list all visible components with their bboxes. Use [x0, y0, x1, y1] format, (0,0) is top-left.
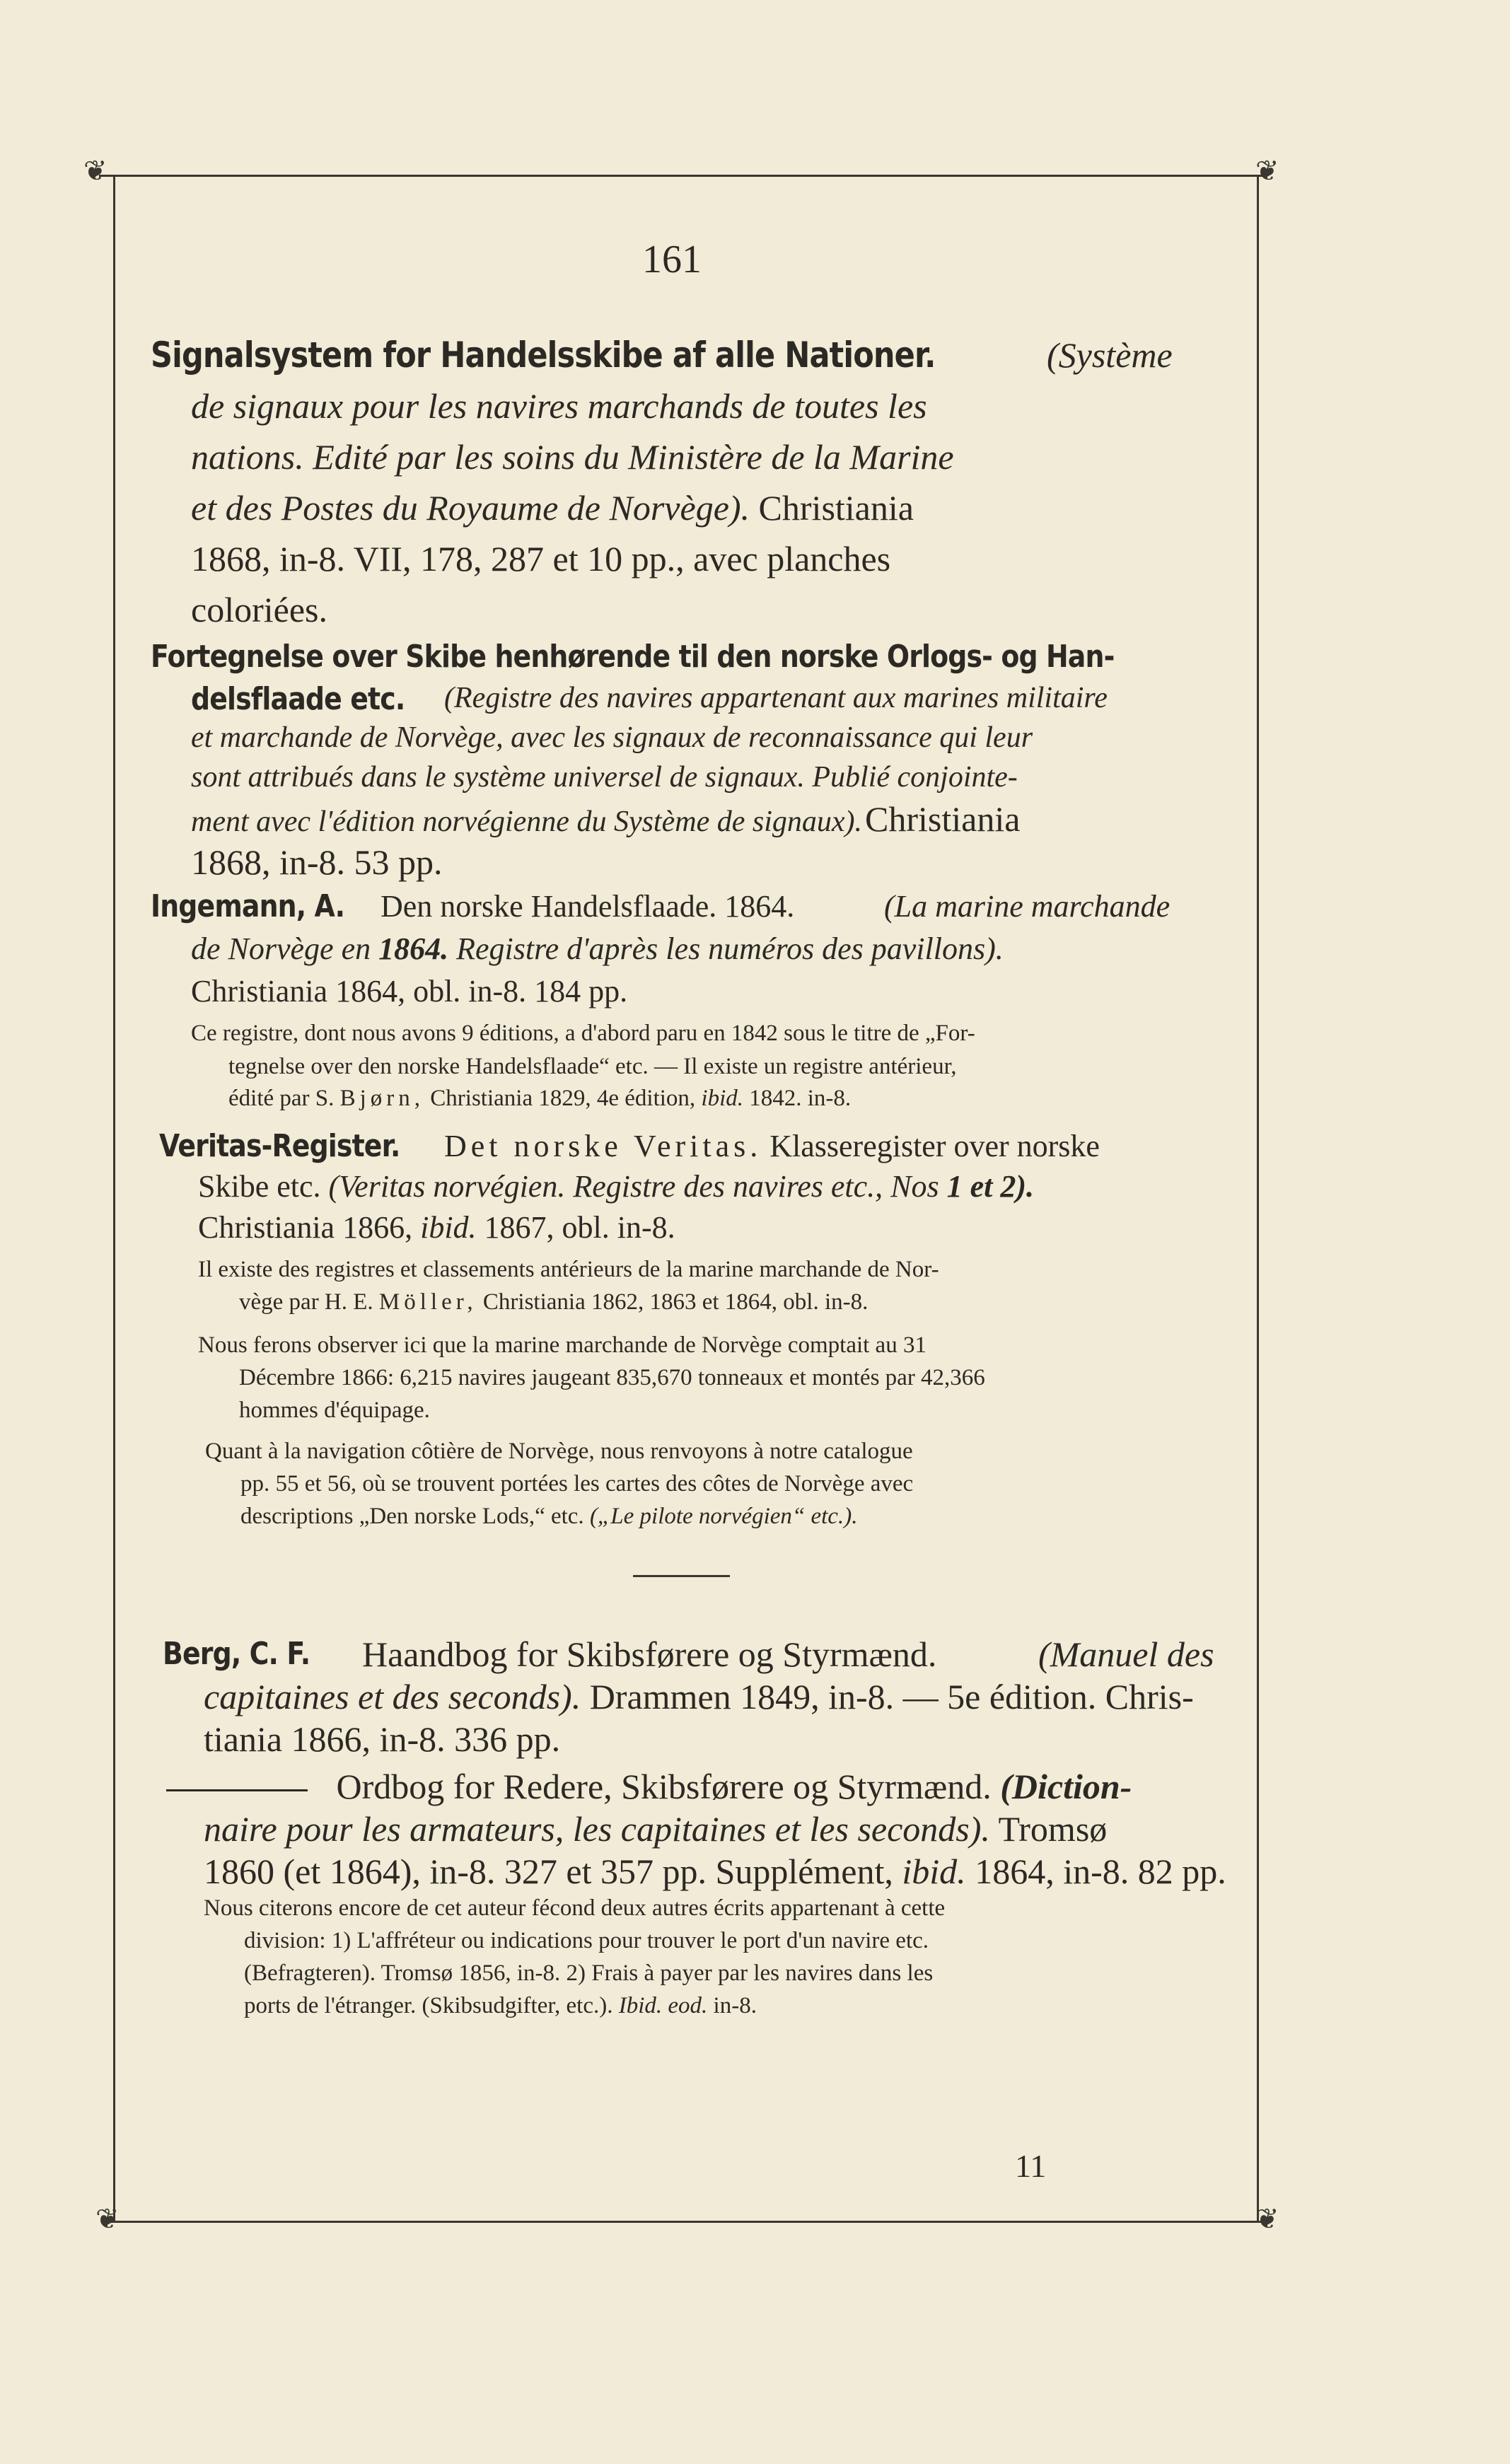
entry-text: (La marine marchande: [884, 889, 1171, 924]
entry-note: Nous citerons encore de cet auteur fécond deux autres écrits appartenant à cette: [204, 1895, 946, 1921]
entry-text: Den norske Handelsflaade. 1864.: [381, 889, 795, 924]
entry-title: delsflaade etc.: [191, 681, 405, 717]
entry-text: Christiania 1866,: [198, 1210, 413, 1245]
entry-title: Fortegnelse over Skibe henhørende til den norske Orlogs- og Han-: [151, 639, 1115, 675]
entry-text: (Veritas norvégien. Registre des navires etc., Nos: [328, 1169, 939, 1204]
entry-text: nations. Edité par les soins du Ministère de la Marine: [191, 437, 954, 477]
entry-note: („Le pilote norvégien“ etc.).: [589, 1504, 858, 1529]
entry-text: (Manuel des: [1038, 1634, 1214, 1674]
entry-note: in-8.: [713, 1993, 757, 2018]
corner-ornament-icon: ❦: [1255, 155, 1279, 187]
ditto-dash: [166, 1789, 308, 1791]
entry-text: Tromsø: [998, 1809, 1108, 1849]
entry-text: (Système: [1047, 335, 1173, 375]
entry-text: Drammen 1849, in-8. — 5e édition. Chris-: [589, 1677, 1194, 1716]
entry-note: édité par S.: [228, 1086, 335, 1111]
corner-ornament-icon: ❦: [95, 2203, 120, 2235]
entry-text: capitaines et des seconds).: [204, 1677, 581, 1716]
corner-ornament-icon: ❦: [1255, 2203, 1279, 2235]
entry-note: pp. 55 et 56, où se trouvent portées les cartes des côtes de Norvège avec: [240, 1471, 914, 1497]
frame-top-rule: [99, 175, 1262, 177]
entry-text: 1 et 2).: [946, 1169, 1035, 1204]
entry-text: et des Postes du Royaume de Norvège).: [191, 488, 750, 528]
entry-note: Il existe des registres et classements antérieurs de la marine marchande de Nor-: [198, 1257, 939, 1282]
entry-text: Klasseregister over norske: [769, 1129, 1100, 1163]
entry-text: Haandbog for Skibsførere og Styrmænd.: [362, 1634, 937, 1674]
entry-author: Berg, C. F.: [163, 1636, 310, 1672]
entry-note: Quant à la navigation côtière de Norvège, nous renvoyons à notre catalogue: [205, 1439, 913, 1464]
entry-text: et marchande de Norvège, avec les signaux de reconnaissance qui leur: [191, 721, 1033, 754]
entry-text: ibid.: [420, 1210, 477, 1245]
entry-text: Christiania 1864, obl. in-8. 184 pp.: [191, 974, 628, 1009]
entry-text: coloriées.: [191, 590, 327, 629]
entry-text: 1864, in-8. 82 pp.: [975, 1852, 1226, 1891]
entry-text: Det norske Veritas.: [444, 1129, 762, 1163]
entry-note: Bjørn,: [339, 1086, 425, 1111]
entry-note: hommes d'équipage.: [239, 1397, 430, 1423]
entry-text: ment avec l'édition norvégienne du Système de signaux).: [191, 806, 862, 838]
entry-title: Signalsystem for Handelsskibe af alle Nationer.: [151, 335, 936, 376]
entry-text: 1864.: [378, 931, 449, 966]
entry-text: Skibe etc.: [198, 1169, 321, 1204]
entry-note: Christiania 1829, 4e édition,: [430, 1086, 696, 1111]
entry-text: (Registre des navires appartenant aux marines militaire: [444, 682, 1108, 714]
frame-left-rule: [113, 177, 115, 2221]
section-divider: [633, 1575, 730, 1577]
entry-text: de Norvège en: [191, 931, 371, 966]
entry-text: naire pour les armateurs, les capitaines et les seconds).: [204, 1809, 990, 1849]
entry-text: Christiania: [865, 799, 1021, 839]
entry-note: Möller,: [378, 1289, 477, 1315]
entry-text: Christiania: [758, 488, 914, 528]
entry-note: ports de l'étranger. (Skibsudgifter, etc.).: [244, 1993, 613, 2018]
entry-text: 1867, obl. in-8.: [484, 1210, 675, 1245]
entry-note: Ibid. eod.: [618, 1993, 708, 2018]
entry-note: Nous ferons observer ici que la marine marchande de Norvège comptait au 31: [198, 1332, 927, 1358]
frame-right-rule: [1257, 177, 1259, 2221]
entry-text: tiania 1866, in-8. 336 pp.: [204, 1719, 561, 1759]
page-number: 161: [642, 238, 702, 281]
entry-note: (Befragteren). Tromsø 1856, in-8. 2) Frais à payer par les navires dans les: [244, 1960, 934, 1986]
entry-note: division: 1) L'affréteur ou indications pour trouver le port d'un navire etc.: [244, 1928, 929, 1953]
entry-note: vège par H. E.: [239, 1289, 373, 1315]
entry-text: (Diction-: [1000, 1767, 1132, 1806]
entry-note: Décembre 1866: 6,215 navires jaugeant 835,670 tonneaux et montés par 42,366: [239, 1365, 985, 1390]
entry-note: tegnelse over den norske Handelsflaade“ etc. — Il existe un registre antérieur,: [228, 1054, 957, 1079]
entry-text: de signaux pour les navires marchands de toutes les: [191, 386, 927, 426]
entry-text: ibid.: [902, 1852, 966, 1891]
entry-text: sont attribués dans le système universel de signaux. Publié conjointe-: [191, 761, 1018, 794]
frame-bottom-rule: [110, 2221, 1270, 2223]
entry-note: 1842. in-8.: [749, 1086, 852, 1111]
entry-title: Veritas-Register.: [159, 1128, 400, 1164]
entry-note: Ce registre, dont nous avons 9 éditions, a d'abord paru en 1842 sous le titre de „For-: [191, 1021, 975, 1046]
entry-text: 1868, in-8. VII, 178, 287 et 10 pp., avec planches: [191, 539, 891, 579]
entry-text: 1868, in-8. 53 pp.: [191, 842, 443, 882]
entry-note: Christiania 1862, 1863 et 1864, obl. in-8.: [482, 1289, 869, 1315]
entry-text: 1860 (et 1864), in-8. 327 et 357 pp. Supplément,: [204, 1852, 893, 1891]
entry-note: ibid.: [701, 1086, 743, 1111]
signature-mark: 11: [1015, 2148, 1047, 2184]
corner-ornament-icon: ❦: [83, 155, 108, 187]
entry-note: descriptions „Den norske Lods,“ etc.: [240, 1504, 584, 1529]
entry-text: Registre d'après les numéros des pavillons).: [456, 931, 1004, 966]
entry-author: Ingemann, A.: [151, 888, 345, 924]
entry-text: Ordbog for Redere, Skibsførere og Styrmænd.: [336, 1767, 992, 1806]
